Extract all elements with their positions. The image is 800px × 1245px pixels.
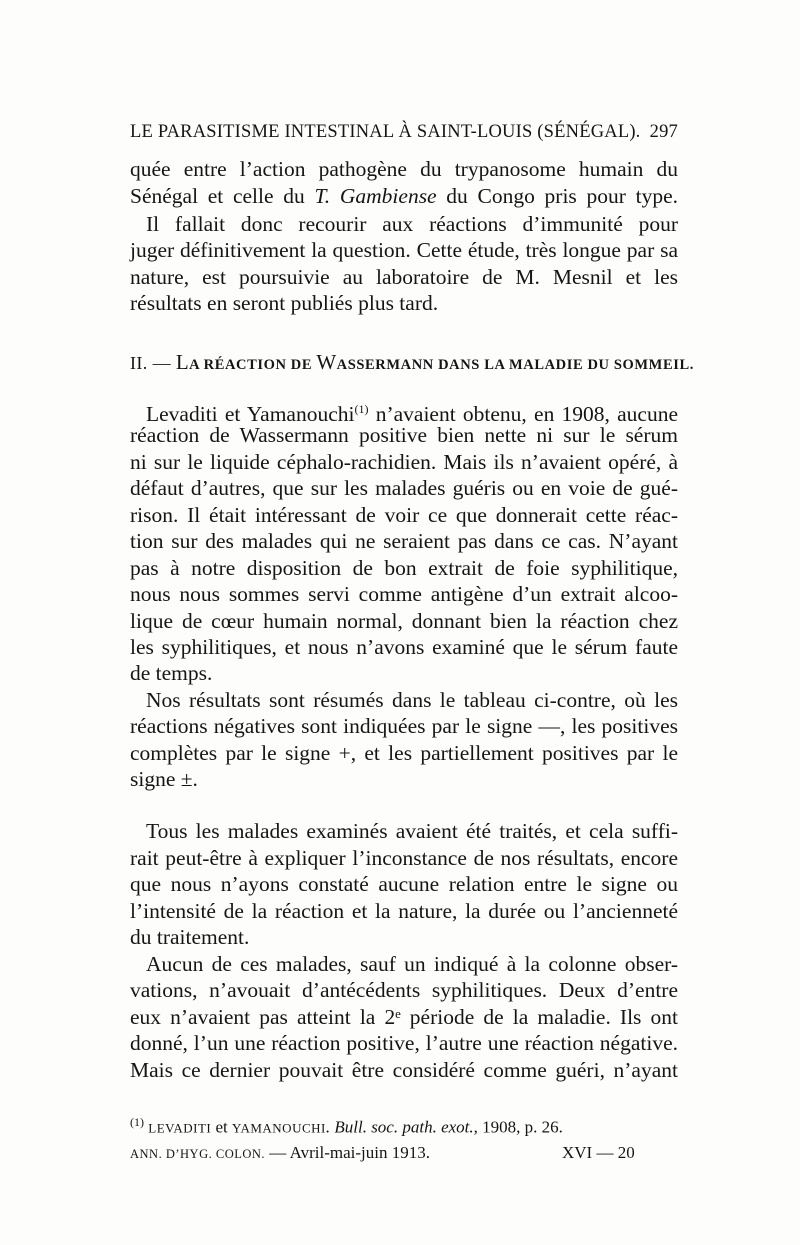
footnote-text: 1908, p. 26. [477,1117,563,1137]
text-line: rait peut-être à expliquer l’inconstance de nos résultats, encore [130,846,678,870]
text-fragment: du Congo pris pour type. [436,184,678,208]
footnote-author: LEVADITI [148,1120,212,1136]
signature-sheet: XVI — 20 [562,1143,635,1162]
signature-line [130,1140,678,1167]
text-line [130,183,678,209]
footnote-author: YAMANOUCHI [232,1120,326,1136]
text-line: de temps. [130,661,213,685]
signature-journal: ANN. D’HYG. COLON. [130,1147,266,1161]
running-title: LE PARASITISME INTESTINAL À SAINT-LOUIS (SÉNÉGAL). [130,122,641,142]
signature-date: Avril-mai-juin 1913. [289,1143,430,1162]
text-line: les syphilitiques, et nous n’avons examiné que le sérum faute [130,635,678,659]
signature-dash: — [265,1143,290,1162]
section-initial-l: L [175,350,190,374]
text-line: rison. Il était intéressant de voir ce que donnerait cette réac- [130,503,678,527]
text-line: juger définitivement la question. Cette étude, très longue par sa [130,238,678,262]
footnote-reference: (1) [354,402,369,416]
section-text-b: ASSERMANN DANS LA MALADIE DU SOMMEIL. [336,357,694,373]
text-line: défaut d’autres, que sur les malades guéris ou en voie de gué- [130,476,678,500]
text-line: tion sur des malades qui ne seraient pas dans ce cas. N’ayant [130,529,678,553]
footnote-journal: . Bull. soc. path. exot., [325,1117,478,1137]
text-line: réaction de Wassermann positive bien nette ni sur le sérum [130,423,678,447]
text-line: Nos résultats sont résumés dans le tableau ci-contre, où les [146,688,678,712]
text-line: que nous n’ayons constaté aucune relation entre le signe ou [130,872,678,896]
text-line: nous nous sommes servi comme antigène d’un extrait alcoo- [130,582,678,606]
text-line: Mais ce dernier pouvait être considéré comme guéri, n’ayant [130,1058,678,1082]
text-line: du traitement. [130,925,250,949]
footnote-text: et [211,1117,233,1137]
text-line: ni sur le liquide céphalo-rachidien. Mais ils n’avaient opéré, à [130,450,678,474]
section-text-a: A RÉACTION DE [189,357,317,373]
text-fragment: Sénégal et celle du [130,184,315,208]
text-line: résultats en seront publiés plus tard. [130,291,439,315]
page-number: 297 [649,122,678,142]
text-line: réactions négatives sont indiquées par le signe —, les positives [130,714,678,738]
species-name: T. Gambiense [314,184,437,208]
text-line: vations, n’avouait d’antécédents syphilitiques. Deux d’entre [130,978,678,1002]
text-line: donné, l’un une réaction positive, l’autre une réaction négative. [130,1031,678,1055]
text-fragment: n’avaient obtenu, en 1908, aucune [368,402,679,427]
text-line: pas à notre disposition de bon extrait de foie syphilitique, [130,556,678,580]
text-fragment: Levaditi et Yamanouchi [146,402,355,427]
section-title [130,349,694,378]
text-line: eux n’avaient pas atteint la 2ᵉ période de la maladie. Ils ont [130,1005,678,1029]
text-line: lique de cœur humain normal, donnant bien la réaction chez [130,609,678,633]
text-line: signe ±. [130,767,198,791]
text-line: nature, est poursuivie au laboratoire de M. Mesnil et les [130,265,678,289]
text-line: Tous les malades examinés avaient été traités, et cela suffi- [146,819,678,843]
text-line: Il fallait donc recourir aux réactions d’immunité pour [146,212,678,236]
footnote [130,1109,678,1142]
running-header [130,119,678,145]
footnote-marker: (1) [130,1115,144,1129]
text-line: l’intensité de la réaction et la nature, la durée ou l’ancienneté [130,899,678,923]
text-line: quée entre l’action pathogène du trypanosome humain du [130,157,678,181]
text-line: Aucun de ces malades, sauf un indiqué à la colonne obser- [146,952,678,976]
section-initial-w: W [316,350,337,374]
text-line: complètes par le signe +, et les partiellement positives par le [130,741,678,765]
section-number: II. — [130,353,171,373]
